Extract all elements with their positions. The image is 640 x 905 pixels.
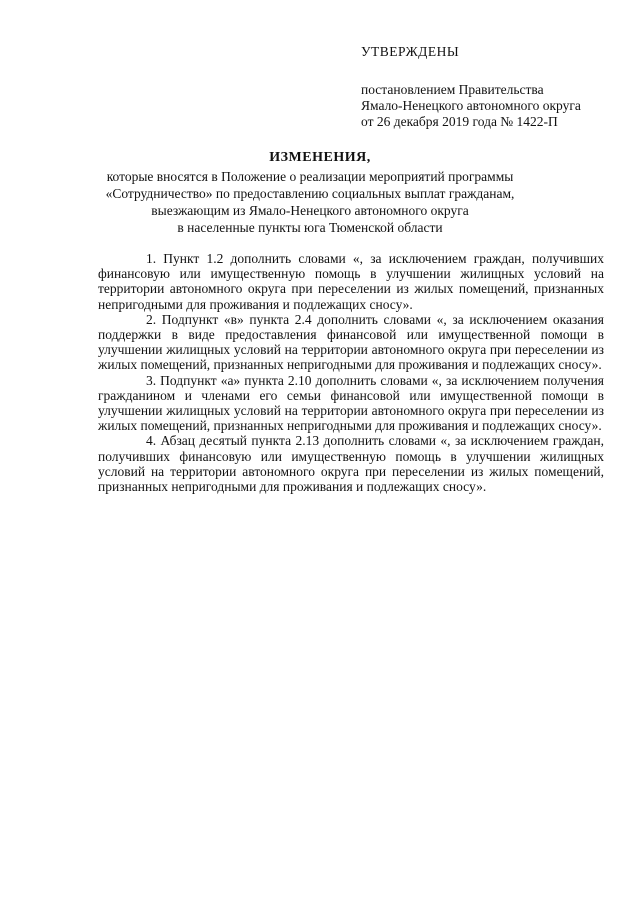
amendment-paragraph-2: 2. Подпункт «в» пункта 2.4 дополнить словами «, за исключением оказания поддержки в виде предоставления финансовой или имущественной помощи в улучшении жилищных условий на территории автономного округа при переселении из жилых помещений, признанных непригодными для проживания и подлежащих сносу». bbox=[98, 311, 604, 373]
amendment-paragraph-1: 1. Пункт 1.2 дополнить словами «, за исключением граждан, получивших финансовую или имущественную помощь в улучшении жилищных условий на территории автономного округа при переселении из жилых помещений, признанных непригодными для проживания и подлежащих сносу». bbox=[98, 251, 604, 312]
approval-block bbox=[361, 44, 621, 130]
approval-line: от 26 декабря 2019 года № 1422-П bbox=[361, 114, 558, 129]
subtitle-line: которые вносятся в Положение о реализации мероприятий программы bbox=[106, 169, 514, 184]
approval-line: Ямало-Ненецкого автономного округа bbox=[361, 98, 581, 113]
document-title: ИЗМЕНЕНИЯ, bbox=[269, 150, 371, 165]
subtitle-line: «Сотрудничество» по предоставлению социальных выплат гражданам, bbox=[105, 186, 515, 201]
amendment-paragraph-3: 3. Подпункт «а» пункта 2.10 дополнить словами «, за исключением получения гражданином и членами его семьи финансовой или имущественной помощи в улучшении жилищных условий на территории автономного округа при переселении из жилых помещений, признанных непригодными для проживания и подлежащих сносу». bbox=[98, 372, 604, 434]
subtitle-line: выезжающим из Ямало-Ненецкого автономного округа bbox=[151, 203, 469, 218]
subtitle-line: в населенные пункты юга Тюменской области bbox=[177, 220, 443, 235]
document-body bbox=[98, 251, 604, 494]
document-subtitle bbox=[100, 168, 520, 236]
approval-heading: УТВЕРЖДЕНЫ bbox=[361, 44, 460, 59]
approval-line: постановлением Правительства bbox=[361, 82, 544, 97]
amendment-paragraph-4: 4. Абзац десятый пункта 2.13 дополнить словами «, за исключением граждан, получивших финансовую или имущественную помощь в улучшении жилищных условий на территории автономного округа при переселении из жилых помещений, признанных непригодными для проживания и подлежащих сносу». bbox=[98, 433, 604, 495]
